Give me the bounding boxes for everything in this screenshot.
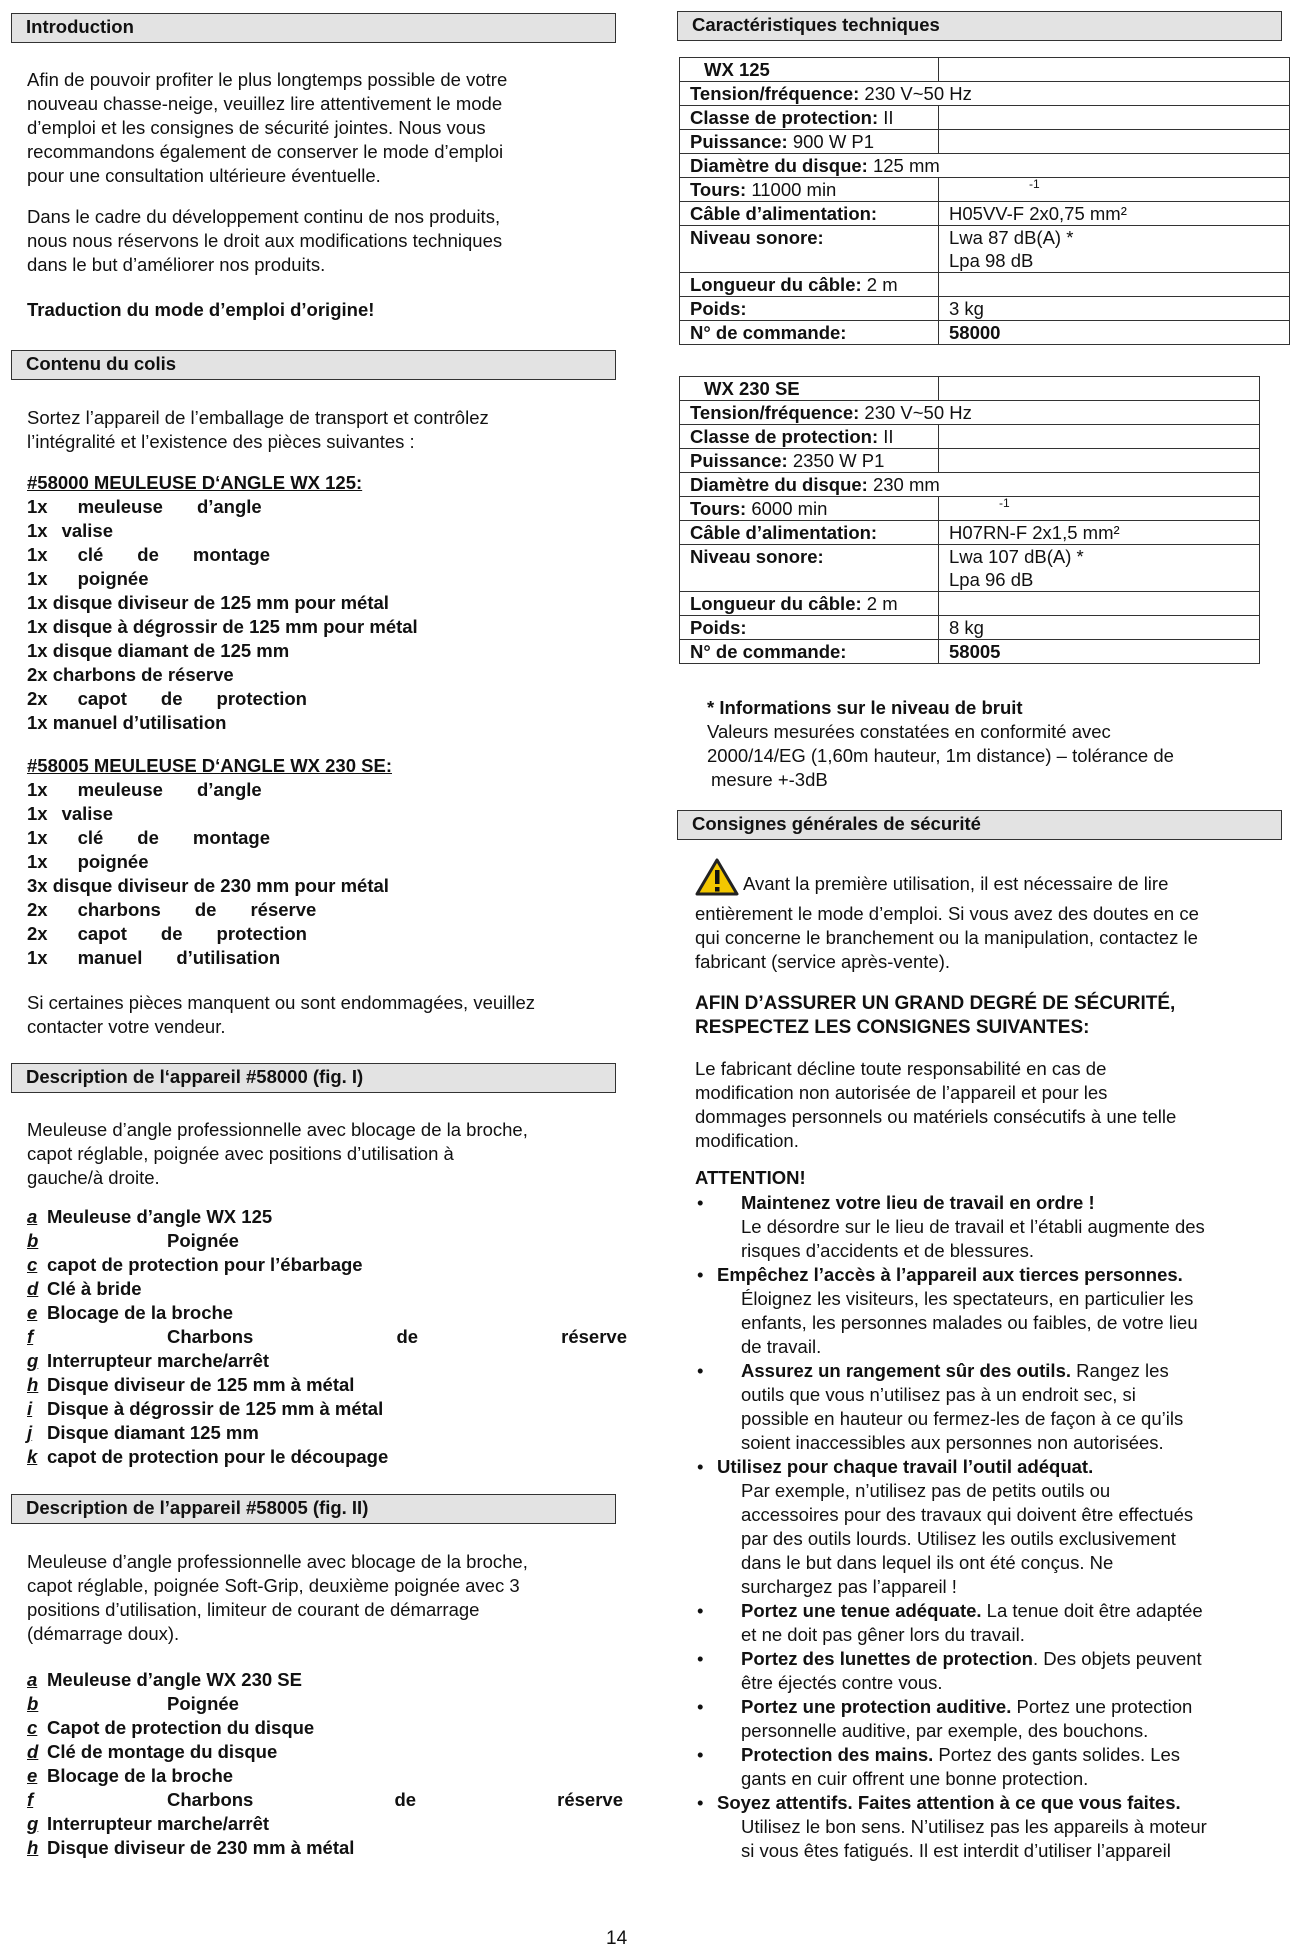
bullet-icon: • [697,1792,704,1813]
text-line: et ne doit pas gêner lors du travail. [741,1624,1025,1645]
spec-model: WX 230 SE [680,377,939,401]
list-item: • Utilisez pour chaque travail l’outil adéquat. Par exemple, n’utilisez pas de petits outils ou accessoires pour des travaux qui doivent être effectués par des outils lourds. Utilisez les outils exclusivement dans le but dans lequel ils ont été conçus. Ne surchargez pas l’appareil ! [695,1455,1280,1599]
kit-title: #58000 MEULEUSE D‘ANGLE WX 125: [27,472,363,493]
list-item: 1x meuleuse d’angle [27,779,262,800]
attention-label: ATTENTION! [695,1167,806,1188]
safety-liability [695,1057,1280,1153]
section-header-description-58005: Description de l’appareil #58005 (fig. II) [11,1494,616,1524]
spec-value: 58000 [939,321,1290,345]
text-line: enfants, les personnes malades ou faibles, de votre lieu [741,1312,1198,1333]
spec-cell: Diamètre du disque: 125 mm [680,154,1290,178]
text-line: être éjectés contre vous. [741,1672,943,1693]
warning-icon [695,858,739,902]
text-line: modification. [695,1130,799,1151]
bullet-icon: • [697,1456,704,1477]
spec-cell: Longueur du câble: 2 m [680,592,939,616]
section-header-description-58000: Description de l‘appareil #58000 (fig. I) [11,1063,616,1093]
spec-cell: Tension/fréquence: 230 V~50 Hz [680,401,1260,425]
part-item: c capot de protection pour l’ébarbage [27,1254,363,1275]
bullet-icon: • [697,1744,704,1765]
spec-cell: Longueur du câble: 2 m [680,273,939,297]
spec-row [680,449,1260,473]
spec-cell: Tours: 11000 min [680,178,939,202]
text-line: fabricant (service après-vente). [695,951,950,972]
spec-row [680,273,1290,297]
text-line: soient inaccessibles aux personnes non autorisées. [741,1432,1164,1453]
text-line: de travail. [741,1336,822,1357]
list-item: • Empêchez l’accès à l’appareil aux tierces personnes. Éloignez les visiteurs, les spectateurs, en particulier les enfants, les personnes malades ou faibles, de votre lieu de travail. [695,1263,1280,1359]
part-item: k capot de protection pour le découpage [27,1446,389,1467]
section-header-safety: Consignes générales de sécurité [677,810,1282,840]
spec-value [939,545,1260,592]
list-item: • Portez une protection auditive. Portez une protection personnelle auditive, par exemple, des bouchons. [695,1695,1280,1743]
text-line: Avant la première utilisation, il est nécessaire de lire [695,858,1280,902]
bullet-icon: • [697,1264,704,1285]
text-line: risques d’accidents et de blessures. [741,1240,1035,1261]
contents-outro [27,991,627,1039]
spec-cell: Puissance: 900 W P1 [680,130,939,154]
text-line: Par exemple, n’utilisez pas de petits outils ou [741,1480,1111,1501]
contents-intro [27,406,627,454]
text-line: surchargez pas l’appareil ! [741,1576,957,1597]
spec-row [680,545,1260,592]
list-item: • Portez une tenue adéquate. La tenue doit être adaptée et ne doit pas gêner lors du travail. [695,1599,1280,1647]
spec-key: Niveau sonore: [680,545,939,592]
list-item: 2x charbons de réserve [27,664,234,685]
spec-cell: Classe de protection: II [680,106,939,130]
spec-value [939,425,1260,449]
spec-value [939,58,1290,82]
spec-value [939,377,1260,401]
spec-key: N° de commande: [680,640,939,664]
spec-table-wx230se [679,376,1260,664]
text-line: dans le but d’améliorer nos produits. [27,254,326,275]
text-line: par des outils lourds. Utilisez les outils exclusivement [741,1528,1176,1549]
bullet-icon: • [697,1192,704,1213]
spec-row [680,297,1290,321]
section-header-contents: Contenu du colis [11,350,616,380]
description-58005-text [27,1550,627,1646]
text-line: Meuleuse d’angle professionnelle avec blocage de la broche, [27,1551,528,1572]
spec-value [939,592,1260,616]
description-58000-parts [27,1205,627,1469]
part-item: h Disque diviseur de 125 mm à métal [27,1374,355,1395]
spec-row [680,178,1290,202]
spec-cell: Puissance: 2350 W P1 [680,449,939,473]
list-item: 2x capot de protection [27,923,307,944]
spec-row [680,106,1290,130]
spec-key: Câble d’alimentation: [680,202,939,226]
text-line: personnelle auditive, par exemple, des bouchons. [741,1720,1149,1741]
bullet-icon: • [697,1360,704,1381]
list-item: 1x valise [27,803,114,824]
kit-title: #58005 MEULEUSE D‘ANGLE WX 230 SE: [27,755,392,776]
spec-table-wx125 [679,57,1290,345]
text-line: gants en cuir offrent une bonne protection. [741,1768,1089,1789]
text-line: AFIN D’ASSURER UN GRAND DEGRÉ DE SÉCURITÉ, [695,993,1176,1014]
text-line: Dans le cadre du développement continu de nos produits, [27,206,501,227]
spec-row [680,226,1290,273]
bullet-icon: • [697,1600,704,1621]
text-line: RESPECTEZ LES CONSIGNES SUIVANTES: [695,1017,1090,1038]
spec-model: WX 125 [680,58,939,82]
spec-value [939,106,1290,130]
list-item: 2x capot de protection [27,688,307,709]
part-item: a Meuleuse d’angle WX 230 SE [27,1669,302,1690]
part-item: a Meuleuse d’angle WX 125 [27,1206,273,1227]
list-item: • Assurez un rangement sûr des outils. Rangez les outils que vous n’utilisez pas à un endroit sec, si possible en hauteur ou fermez-les de façon à ce qu’ils soient inaccessibles aux personnes non autorisées. [695,1359,1280,1455]
noise-info [695,696,1275,792]
safety-caps-notice [695,992,1280,1040]
part-item: e Blocage de la broche [27,1302,234,1323]
spec-row [680,154,1290,178]
text-line: d’emploi et les consignes de sécurité jointes. Nous vous [27,117,486,138]
translation-note: Traduction du mode d’emploi d’origine! [27,299,375,320]
spec-key: Câble d’alimentation: [680,521,939,545]
text-line: capot réglable, poignée avec positions d’utilisation à [27,1143,454,1164]
spec-row [680,82,1290,106]
text-line: Le désordre sur le lieu de travail et l’établi augmente des [741,1216,1205,1237]
kit-58005-list [27,754,627,970]
part-item: b Poignée [27,1230,239,1251]
part-item: j Disque diamant 125 mm [27,1422,259,1443]
list-item: 3x disque diviseur de 230 mm pour métal [27,875,389,896]
spec-value: 58005 [939,640,1260,664]
spec-row [680,473,1260,497]
spec-value: -1 [939,178,1290,202]
bullet-icon: • [697,1648,704,1669]
spec-value [939,226,1290,273]
spec-cell: Diamètre du disque: 230 mm [680,473,1260,497]
spec-row [680,521,1260,545]
list-item: 2x charbons de réserve [27,899,317,920]
list-item: 1x disque à dégrossir de 125 mm pour métal [27,616,418,637]
spec-value: H05VV-F 2x0,75 mm² [939,202,1290,226]
text-line: entièrement le mode d’emploi. Si vous avez des doutes en ce [695,903,1199,924]
text-line: dommages personnels ou matériels consécutifs à une telle [695,1106,1177,1127]
text-line: modification non autorisée de l’appareil et pour les [695,1082,1108,1103]
safety-list [695,1191,1280,1863]
part-item: h Disque diviseur de 230 mm à métal [27,1837,355,1858]
spec-value-line: Lpa 96 dB [949,569,1034,590]
list-item: • Maintenez votre lieu de travail en ordre ! Le désordre sur le lieu de travail et l’établi augmente des risques d’accidents et de blessures. [695,1191,1280,1263]
text-line: Éloignez les visiteurs, les spectateurs, en particulier les [741,1288,1194,1309]
text-line: Le fabricant décline toute responsabilité en cas de [695,1058,1107,1079]
list-item: 1x poignée [27,568,149,589]
spec-value-line: Lwa 87 dB(A) * [949,227,1074,248]
spec-value-line: Lpa 98 dB [949,250,1034,271]
safety-bullets [695,1191,1280,1863]
text-line: l’intégralité et l’existence des pièces suivantes : [27,431,415,452]
text-line: Sortez l’appareil de l’emballage de transport et contrôlez [27,407,489,428]
text-line: si vous êtes fatigués. Il est interdit d’utiliser l’appareil [741,1840,1171,1861]
page-number: 14 [606,1928,628,1949]
spec-value: H07RN-F 2x1,5 mm² [939,521,1260,545]
list-item: 1x poignée [27,851,149,872]
safety-warning [695,858,1280,974]
text-line: positions d’utilisation, limiteur de courant de démarrage [27,1599,480,1620]
spec-value-line: Lwa 107 dB(A) * [949,546,1084,567]
spec-row [680,497,1260,521]
list-item: 1x disque diamant de 125 mm [27,640,290,661]
text-line: nous nous réservons le droit aux modifications techniques [27,230,503,251]
spec-key: Poids: [680,297,939,321]
noise-title: * Informations sur le niveau de bruit [707,697,1023,718]
part-item: g Interrupteur marche/arrêt [27,1350,270,1371]
list-item: 1x clé de montage [27,544,270,565]
part-item: b Poignée [27,1693,239,1714]
spec-value [939,130,1290,154]
spec-value: -1 [939,497,1260,521]
text-line: Utilisez le bon sens. N’utilisez pas les appareils à moteur [741,1816,1207,1837]
text-line: Si certaines pièces manquent ou sont endommagées, veuillez [27,992,536,1013]
text-line: contacter votre vendeur. [27,1016,226,1037]
spec-value: 8 kg [939,616,1260,640]
spec-row [680,592,1260,616]
list-item: 1x manuel d’utilisation [27,712,227,733]
text-line: gauche/à droite. [27,1167,160,1188]
spec-row [680,640,1260,664]
spec-row [680,58,1290,82]
list-item: • Portez des lunettes de protection. Des objets peuvent être éjectés contre vous. [695,1647,1280,1695]
spec-row [680,202,1290,226]
list-item: 1x disque diviseur de 125 mm pour métal [27,592,389,613]
intro-paragraph-1 [27,68,627,188]
text-line: accessoires pour des travaux qui doivent être effectués [741,1504,1194,1525]
list-item: 1x clé de montage [27,827,270,848]
part-item: f Charbons de réserve [27,1326,627,1347]
text-line: Meuleuse d’angle professionnelle avec blocage de la broche, [27,1119,528,1140]
kit-58000-list [27,471,627,735]
spec-key: Poids: [680,616,939,640]
text-line: capot réglable, poignée Soft-Grip, deuxième poignée avec 3 [27,1575,520,1596]
spec-value [939,273,1290,297]
spec-cell: Tours: 6000 min [680,497,939,521]
text-line: outils que vous n’utilisez pas à un endroit sec, si [741,1384,1136,1405]
part-item: f Charbons de réserve [27,1789,623,1810]
text-line: mesure +-3dB [711,769,828,790]
text-line: (démarrage doux). [27,1623,180,1644]
spec-value [939,449,1260,473]
list-item: 1x manuel d’utilisation [27,947,281,968]
section-header-specs: Caractéristiques techniques [677,11,1282,41]
spec-row [680,130,1290,154]
part-item: d Clé à bride [27,1278,142,1299]
text-line: dans le but dans lequel ils ont été conçus. Ne [741,1552,1114,1573]
part-item: g Interrupteur marche/arrêt [27,1813,270,1834]
text-line: 2000/14/EG (1,60m hauteur, 1m distance) – tolérance de [707,745,1174,766]
text-line: qui concerne le branchement ou la manipulation, contactez le [695,927,1198,948]
description-58000-text [27,1118,627,1190]
spec-row [680,377,1260,401]
description-58005-parts [27,1668,627,1860]
part-item: d Clé de montage du disque [27,1741,278,1762]
intro-paragraph-2 [27,205,627,277]
spec-row [680,616,1260,640]
spec-key: N° de commande: [680,321,939,345]
spec-cell: Classe de protection: II [680,425,939,449]
part-item: c Capot de protection du disque [27,1717,315,1738]
text-line: recommandons également de conserver le mode d’emploi [27,141,504,162]
spec-cell: Tension/fréquence: 230 V~50 Hz [680,82,1290,106]
section-header-introduction: Introduction [11,13,616,43]
spec-row [680,401,1260,425]
spec-key: Niveau sonore: [680,226,939,273]
part-item: e Blocage de la broche [27,1765,234,1786]
text-line: possible en hauteur ou fermez-les de façon à ce qu’ils [741,1408,1184,1429]
spec-row [680,425,1260,449]
list-item: • Protection des mains. Portez des gants solides. Les gants en cuir offrent une bonne protection. [695,1743,1280,1791]
text-line: nouveau chasse-neige, veuillez lire attentivement le mode [27,93,503,114]
list-item: • Soyez attentifs. Faites attention à ce que vous faites. Utilisez le bon sens. N’utilisez pas les appareils à moteur si vous êtes fatigués. Il est interdit d’utiliser l’appareil [695,1791,1280,1863]
list-item: 1x meuleuse d’angle [27,496,262,517]
spec-row [680,321,1290,345]
text-line: Afin de pouvoir profiter le plus longtemps possible de votre [27,69,508,90]
spec-value: 3 kg [939,297,1290,321]
list-item: 1x valise [27,520,114,541]
bullet-icon: • [697,1696,704,1717]
text-line: Valeurs mesurées constatées en conformité avec [707,721,1111,742]
part-item: i Disque à dégrossir de 125 mm à métal [27,1398,384,1419]
text-line: pour une consultation ultérieure éventuelle. [27,165,381,186]
